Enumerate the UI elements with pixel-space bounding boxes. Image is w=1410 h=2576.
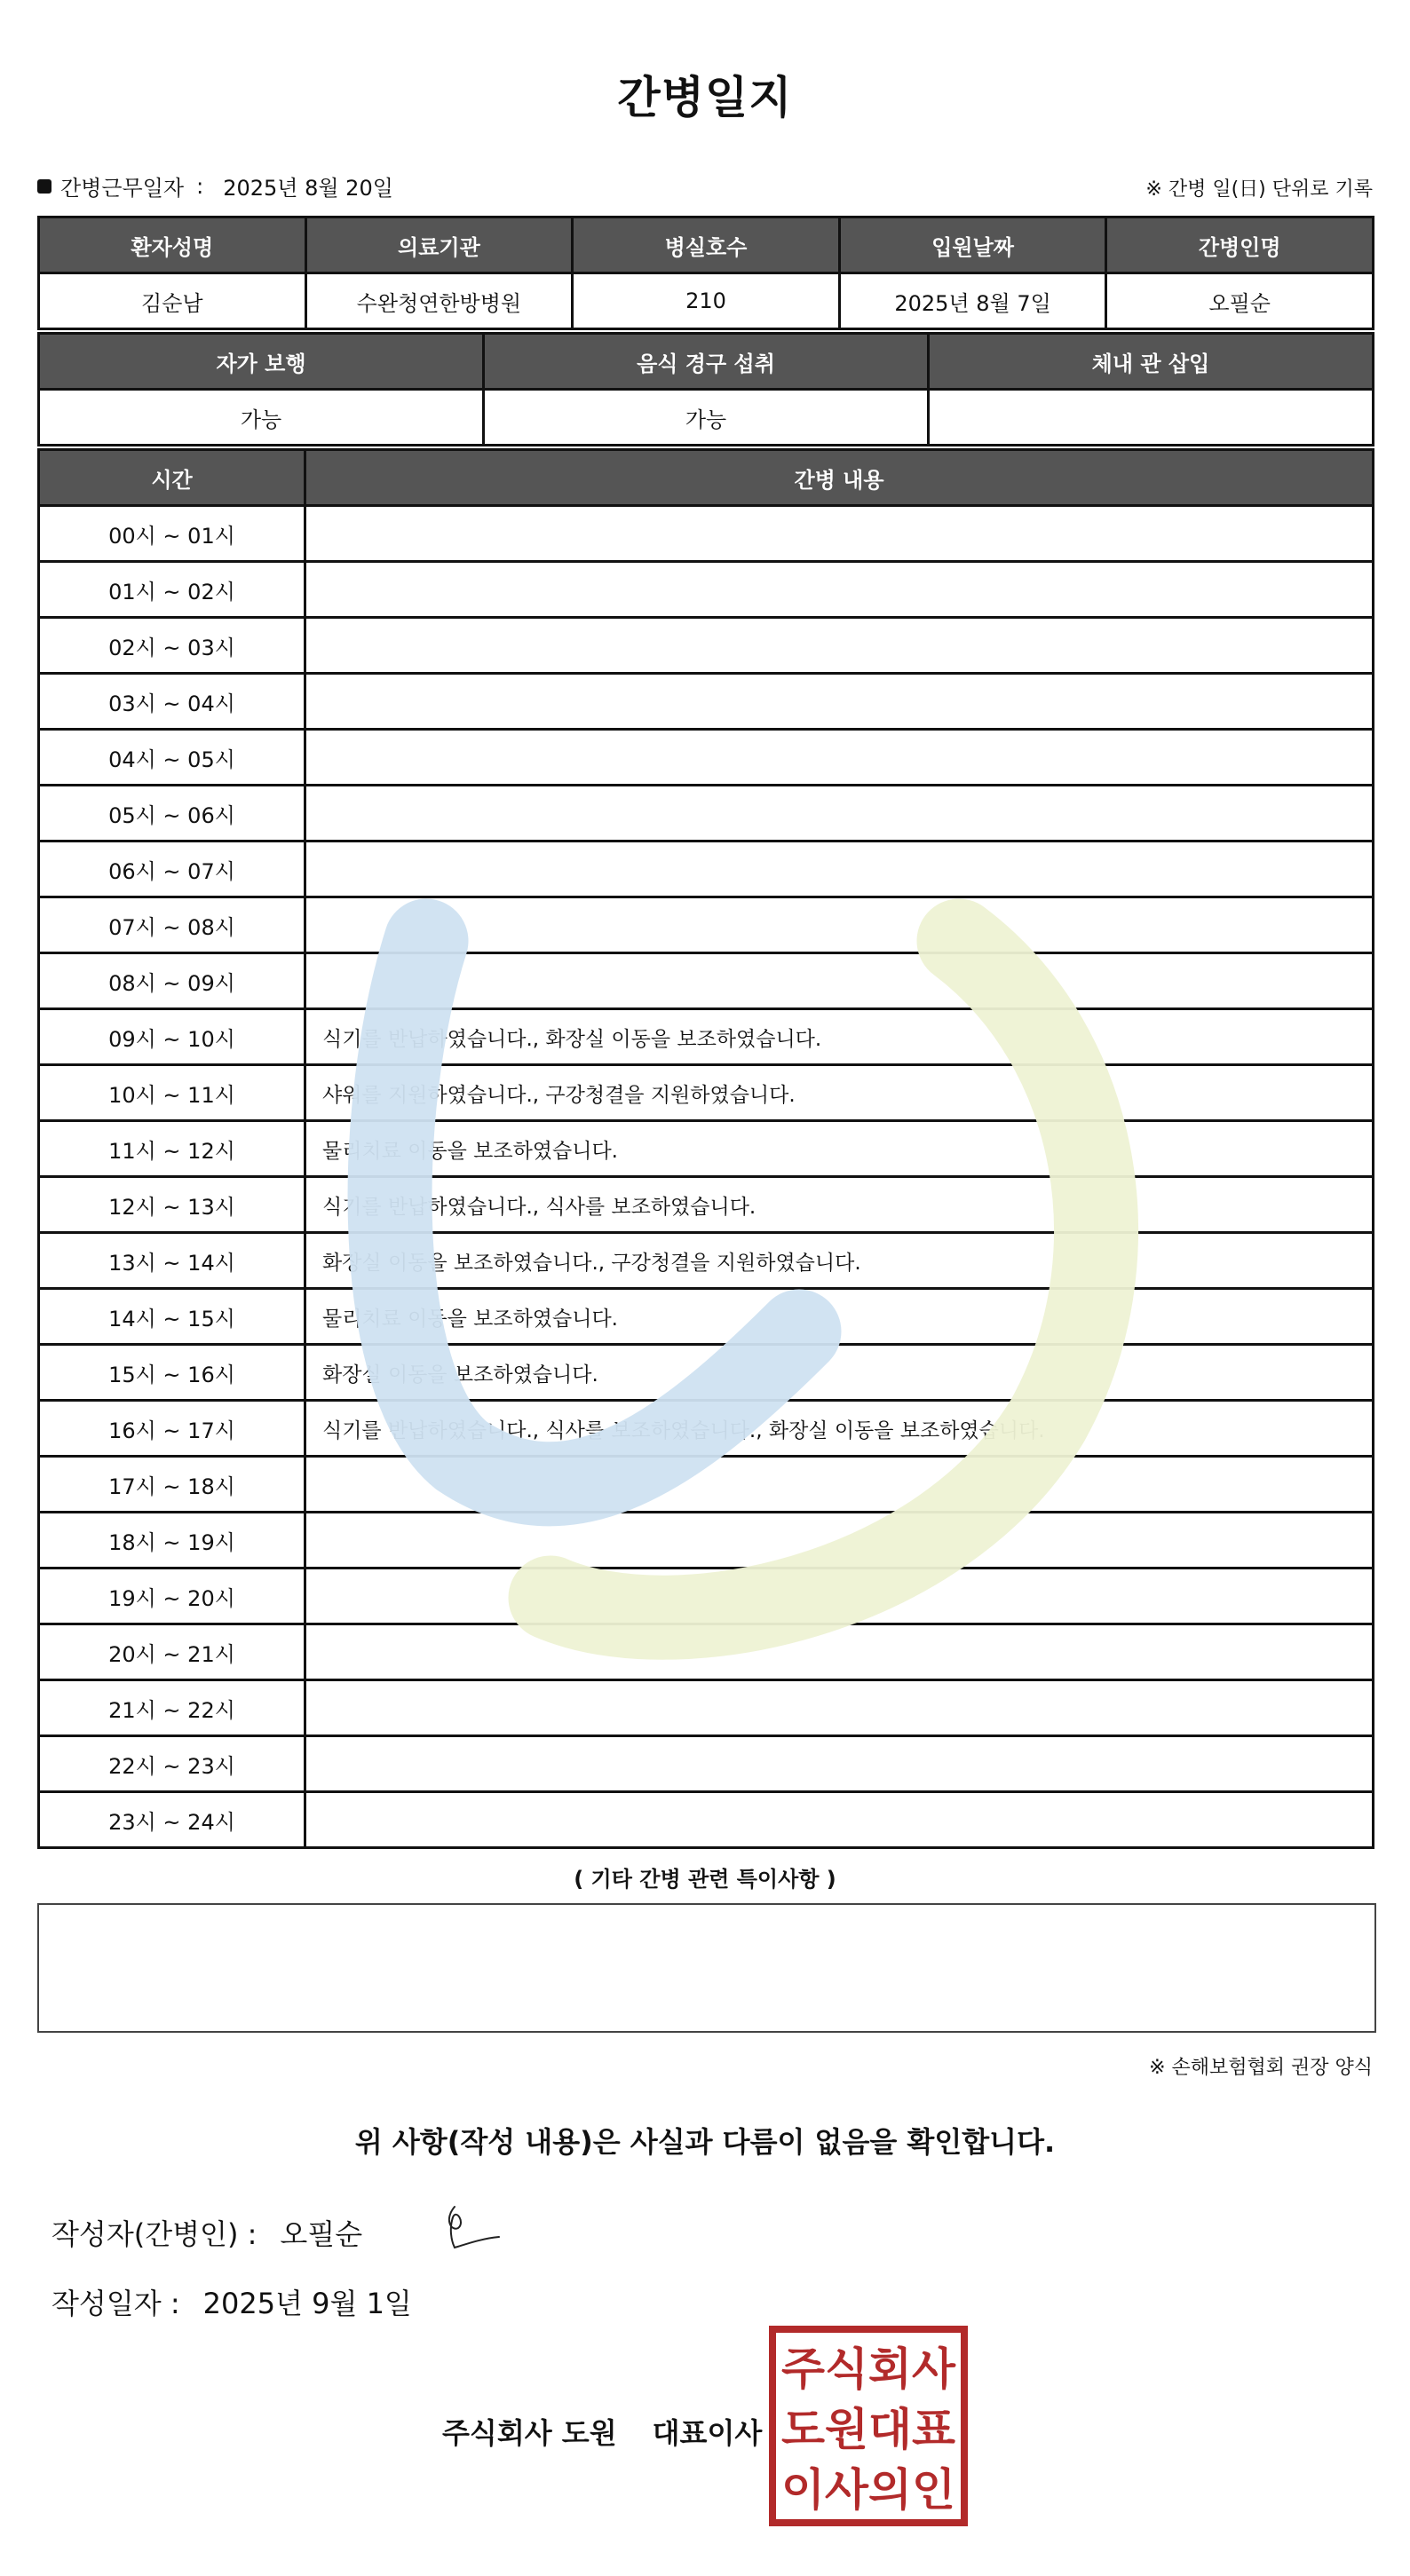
care-content-cell (305, 730, 1374, 786)
table-row (39, 506, 1374, 562)
write-date-label: 작성일자 : (51, 2287, 180, 2320)
stamp-text-line: 이사의인 (781, 2464, 955, 2516)
patient-name: 김순남 (39, 273, 306, 329)
admission-date: 2025년 8월 7일 (839, 273, 1106, 329)
care-content-cell: 식기를 반납하였습니다., 식사를 보조하였습니다. (305, 1177, 1374, 1233)
care-content-cell: 샤워를 지원하였습니다., 구강청결을 지원하였습니다. (305, 1065, 1374, 1121)
header-room: 병실호수 (573, 217, 840, 273)
table-row (39, 618, 1374, 674)
header-tube-insertion: 체내 관 삽입 (929, 334, 1374, 390)
header-self-walking: 자가 보행 (39, 334, 484, 390)
time-cell: 17시 ~ 18시 (39, 1457, 305, 1513)
table-row (39, 562, 1374, 618)
table-row (39, 953, 1374, 1009)
time-cell: 05시 ~ 06시 (39, 786, 305, 842)
table-row (39, 1121, 1374, 1177)
write-date-value: 2025년 9월 1일 (202, 2287, 412, 2320)
time-cell: 02시 ~ 03시 (39, 618, 305, 674)
special-notes-title: ( 기타 간병 관련 특이사항 ) (574, 1867, 836, 1892)
time-cell: 09시 ~ 10시 (39, 1009, 305, 1065)
care-content-cell: 물리치료 이동을 보조하였습니다. (305, 1289, 1374, 1345)
table-row (39, 1401, 1374, 1457)
self-walking-value: 가능 (39, 390, 484, 446)
table-row (39, 1624, 1374, 1680)
table-row (39, 1065, 1374, 1121)
care-content-cell (305, 953, 1374, 1009)
signature-mark (435, 2201, 506, 2255)
time-cell: 23시 ~ 24시 (39, 1792, 305, 1848)
care-content-cell (305, 842, 1374, 897)
work-date-value: 2025년 8월 20일 (223, 176, 393, 201)
time-cell: 20시 ~ 21시 (39, 1624, 305, 1680)
table-row (39, 1680, 1374, 1736)
time-cell: 10시 ~ 11시 (39, 1065, 305, 1121)
care-content-cell: 물리치료 이동을 보조하였습니다. (305, 1121, 1374, 1177)
care-content-cell (305, 674, 1374, 730)
time-cell: 13시 ~ 14시 (39, 1233, 305, 1289)
association-note: ※ 손해보험협회 권장 양식 (1149, 2057, 1373, 2079)
caregiver-name: 오필순 (1106, 273, 1374, 329)
work-date-separator: : (196, 173, 204, 199)
time-cell: 21시 ~ 22시 (39, 1680, 305, 1736)
care-content-cell (305, 562, 1374, 618)
time-cell: 00시 ~ 01시 (39, 506, 305, 562)
time-cell: 11시 ~ 12시 (39, 1121, 305, 1177)
time-cell: 16시 ~ 17시 (39, 1401, 305, 1457)
header-oral-intake: 음식 경구 섭취 (484, 334, 929, 390)
care-content-cell (305, 1624, 1374, 1680)
care-log-table (37, 448, 1374, 1849)
table-row (39, 674, 1374, 730)
header-hospital: 의료기관 (305, 217, 573, 273)
time-cell: 12시 ~ 13시 (39, 1177, 305, 1233)
care-content-cell (305, 506, 1374, 562)
table-row (39, 1457, 1374, 1513)
care-content-cell: 식기를 반납하였습니다., 화장실 이동을 보조하였습니다. (305, 1009, 1374, 1065)
header-patient-name: 환자성명 (39, 217, 306, 273)
company-role: 대표이사 (652, 2416, 763, 2450)
stamp-text-line: 주식회사 (781, 2343, 956, 2395)
time-cell: 03시 ~ 04시 (39, 674, 305, 730)
time-cell: 14시 ~ 15시 (39, 1289, 305, 1345)
writer-name: 오필순 (280, 2217, 363, 2251)
work-date-label: 간병근무일자 (60, 176, 185, 201)
table-row (39, 1289, 1374, 1345)
writer-line (51, 2212, 362, 2253)
care-content-cell (305, 1569, 1374, 1624)
time-cell: 04시 ~ 05시 (39, 730, 305, 786)
table-row (39, 897, 1374, 953)
header-caregiver: 간병인명 (1106, 217, 1374, 273)
table-row (39, 1009, 1374, 1065)
care-content-cell (305, 1736, 1374, 1792)
work-date-line (37, 170, 393, 201)
time-cell: 18시 ~ 19시 (39, 1513, 305, 1569)
table-row (39, 786, 1374, 842)
time-cell: 01시 ~ 02시 (39, 562, 305, 618)
company-line (442, 2411, 762, 2452)
table-row (39, 1177, 1374, 1233)
care-content-cell (305, 1457, 1374, 1513)
write-date-line (51, 2281, 412, 2322)
company-name: 주식회사 도원 (442, 2416, 617, 2450)
table-row (39, 730, 1374, 786)
stamp-text-line: 도원대표 (781, 2404, 956, 2455)
confirmation-statement: 위 사항(작성 내용)은 사실과 다름이 없음을 확인합니다. (354, 2125, 1056, 2159)
oral-intake-value: 가능 (484, 390, 929, 446)
bullet-square-icon (37, 179, 51, 194)
ability-table (37, 332, 1374, 446)
time-cell: 08시 ~ 09시 (39, 953, 305, 1009)
hospital-name: 수완청연한방병원 (305, 273, 573, 329)
room-number: 210 (573, 273, 840, 329)
header-admission-date: 입원날짜 (839, 217, 1106, 273)
care-content-cell (305, 1792, 1374, 1848)
special-notes-box (37, 1903, 1376, 2033)
care-content-cell (305, 786, 1374, 842)
care-content-cell (305, 618, 1374, 674)
writer-label: 작성자(간병인) : (51, 2217, 257, 2251)
company-seal-stamp (769, 2326, 968, 2526)
header-time: 시간 (39, 450, 305, 506)
care-content-cell (305, 897, 1374, 953)
time-cell: 06시 ~ 07시 (39, 842, 305, 897)
table-row (39, 1569, 1374, 1624)
care-content-cell: 식기를 반납하였습니다., 식사를 보조하였습니다., 화장실 이동을 보조하였습니다. (305, 1401, 1374, 1457)
care-content-cell (305, 1680, 1374, 1736)
time-cell: 15시 ~ 16시 (39, 1345, 305, 1401)
table-row (39, 1513, 1374, 1569)
care-content-cell: 화장실 이동을 보조하였습니다. (305, 1345, 1374, 1401)
page-title: 간병일지 (617, 72, 793, 123)
time-cell: 22시 ~ 23시 (39, 1736, 305, 1792)
care-content-cell (305, 1513, 1374, 1569)
tube-insertion-value (929, 390, 1374, 446)
table-row (39, 1736, 1374, 1792)
table-row (39, 1345, 1374, 1401)
header-care-content: 간병 내용 (305, 450, 1374, 506)
time-cell: 19시 ~ 20시 (39, 1569, 305, 1624)
patient-info-table (37, 216, 1374, 330)
care-content-cell: 화장실 이동을 보조하였습니다., 구강청결을 지원하였습니다. (305, 1233, 1374, 1289)
table-row (39, 842, 1374, 897)
table-row (39, 1233, 1374, 1289)
table-row (39, 1792, 1374, 1848)
unit-note: ※ 간병 일(日) 단위로 기록 (1145, 178, 1373, 201)
time-cell: 07시 ~ 08시 (39, 897, 305, 953)
